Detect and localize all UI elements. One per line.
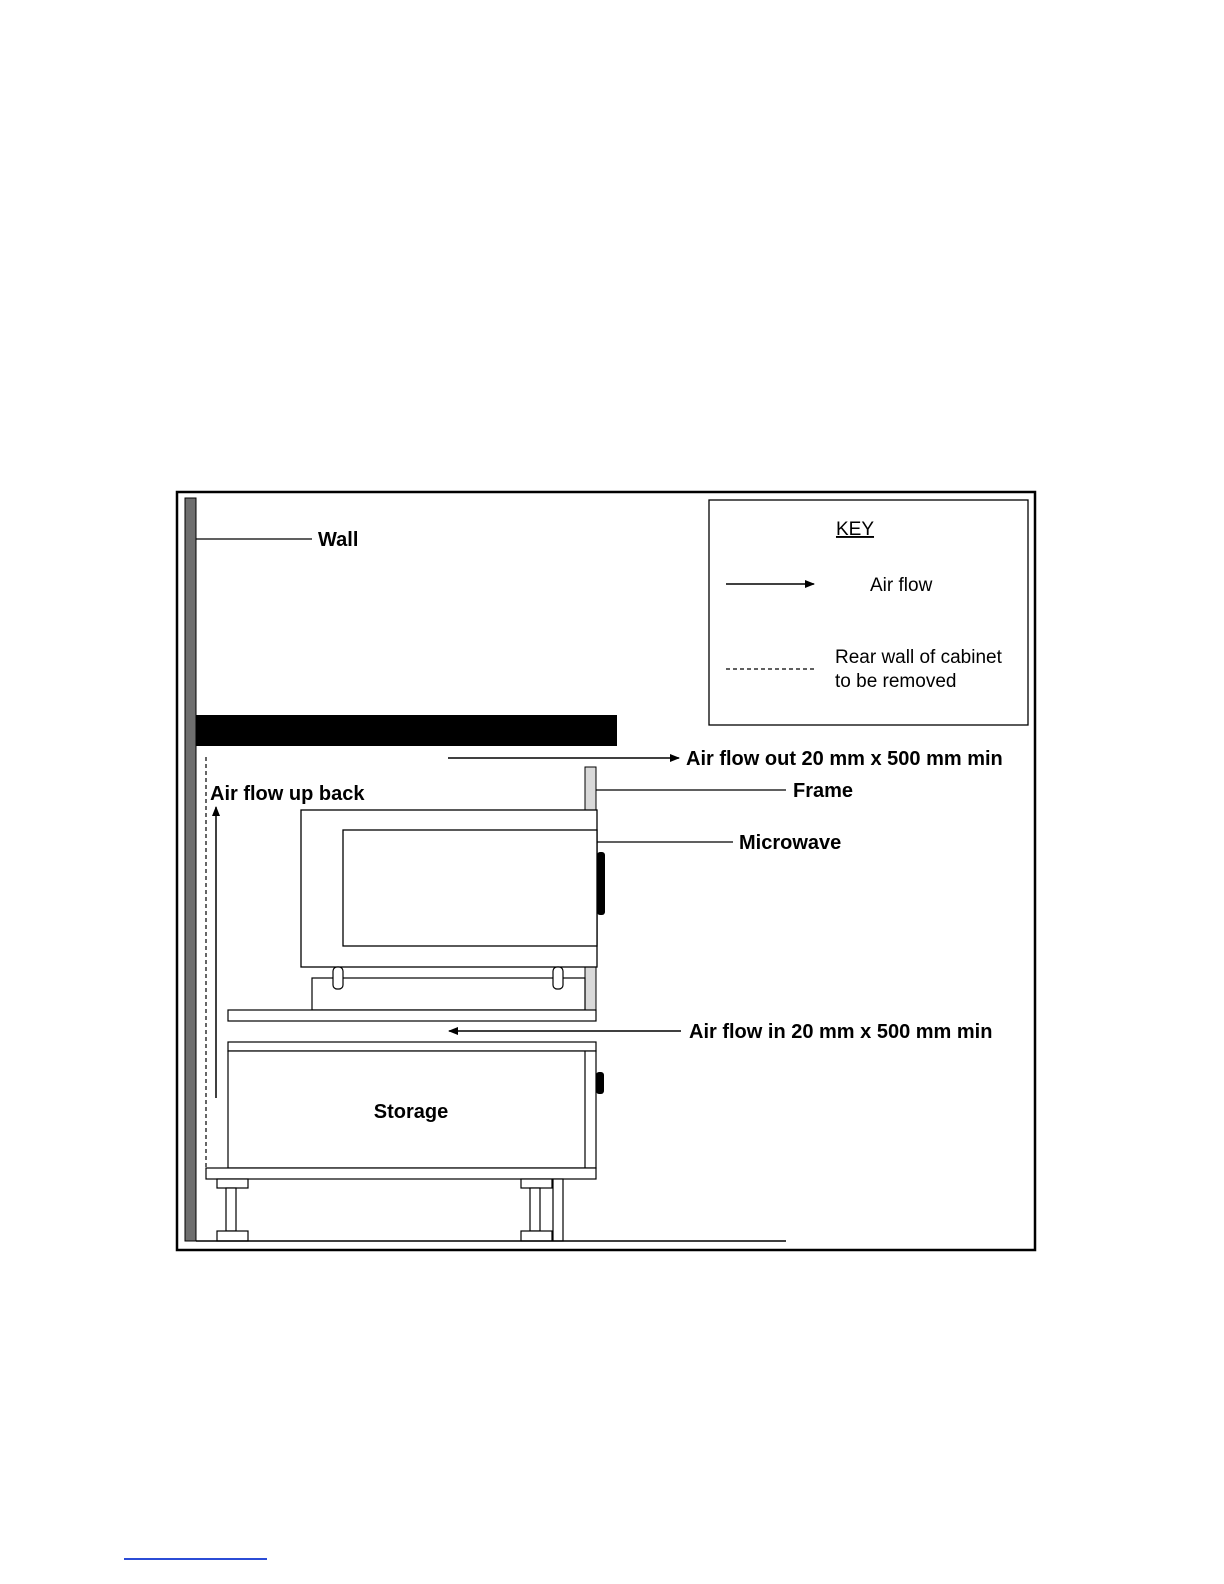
key-rear-wall-label-line2: to be removed xyxy=(835,671,957,692)
cabinet-plinth-rail xyxy=(206,1168,596,1179)
footnote-separator xyxy=(124,1558,267,1560)
shelf xyxy=(228,1010,596,1021)
microwave-plinth xyxy=(312,978,585,1010)
microwave-control-knob xyxy=(597,852,605,915)
frame-label: Frame xyxy=(793,780,854,802)
plinth-board xyxy=(553,1179,563,1241)
key-legend xyxy=(709,500,1028,725)
air-flow-out-label: Air flow out 20 mm x 500 mm min xyxy=(686,748,1003,770)
microwave-foot-right xyxy=(553,967,563,989)
storage-cabinet-handle xyxy=(596,1072,604,1094)
air-flow-in-label: Air flow in 20 mm x 500 mm min xyxy=(689,1021,993,1043)
microwave-door-window xyxy=(343,830,597,946)
wall xyxy=(185,498,196,1241)
wall-label: Wall xyxy=(318,529,359,551)
storage-cabinet-top xyxy=(228,1042,596,1051)
microwave-label: Microwave xyxy=(739,832,842,854)
air-flow-up-back-label: Air flow up back xyxy=(210,783,365,805)
microwave-foot-left xyxy=(333,967,343,989)
key-air-flow-label: Air flow xyxy=(870,575,933,596)
key-rear-wall-label-line1: Rear wall of cabinet xyxy=(835,647,1002,668)
key-title: KEY xyxy=(835,519,875,540)
worktop xyxy=(196,715,617,746)
storage-label: Storage xyxy=(373,1101,449,1123)
